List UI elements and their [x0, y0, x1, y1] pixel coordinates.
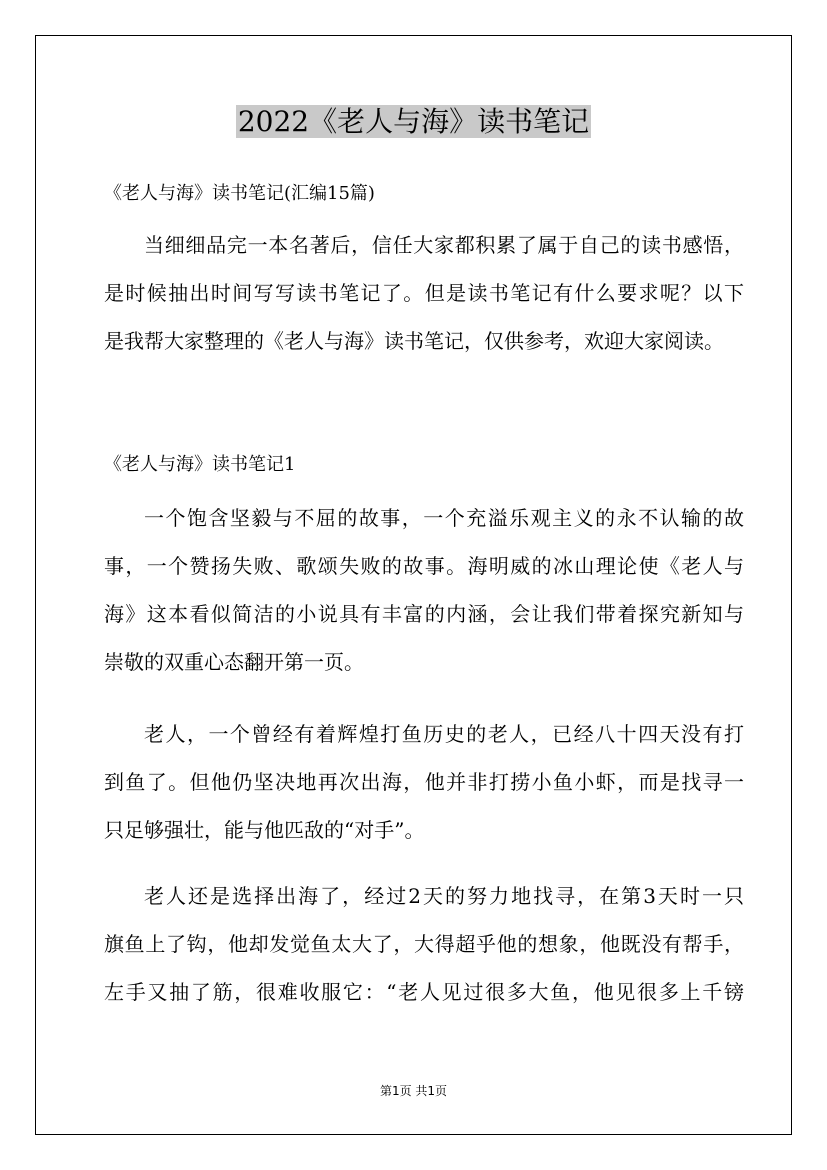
paragraph-line: 海》这本看似简洁的小说具有丰富的内涵，会让我们带着探究新知与	[104, 602, 744, 626]
paragraph-line: 只足够强壮，能与他匹敌的“对手”。	[104, 818, 425, 842]
paragraph-line: 旗鱼上了钩，他却发觉鱼太大了，大得超乎他的想象，他既没有帮手，	[104, 932, 744, 956]
document-title	[0, 103, 827, 141]
paragraph-1	[104, 494, 744, 686]
intro-line: 是时候抽出时间写写读书笔记了。但是读书笔记有什么要求呢？以下	[104, 281, 744, 305]
intro-paragraph	[104, 221, 744, 365]
document-title-text: 2022《老人与海》读书笔记	[237, 105, 590, 138]
intro-line: 是我帮大家整理的《老人与海》读书笔记，仅供参考，欢迎大家阅读。	[104, 329, 724, 353]
paragraph-line: 到鱼了。但他仍坚决地再次出海，他并非打捞小鱼小虾，而是找寻一	[104, 770, 744, 794]
paragraph-line: 老人，一个曾经有着辉煌打鱼历史的老人，已经八十四天没有打	[144, 722, 744, 746]
paragraph-line: 左手又抽了筋，很难收服它：“老人见过很多大鱼，他见很多上千镑	[104, 980, 744, 1004]
document-subtitle: 《老人与海》读书笔记(汇编15篇)	[104, 183, 375, 204]
paragraph-line: 老人还是选择出海了，经过2天的努力地找寻，在第3天时一只	[144, 884, 744, 908]
paragraph-line: 崇敬的双重心态翻开第一页。	[104, 650, 364, 674]
paragraph-line: 事，一个赞扬失败、歌颂失败的故事。海明威的冰山理论使《老人与	[104, 554, 744, 578]
intro-line: 当细细品完一本名著后，信任大家都积累了属于自己的读书感悟，	[144, 233, 744, 257]
paragraph-2	[104, 710, 744, 854]
section-heading: 《老人与海》读书笔记1	[104, 454, 296, 475]
paragraph-3	[104, 872, 744, 1016]
page-footer: 第1页 共1页	[379, 1084, 448, 1098]
paragraph-line: 一个饱含坚毅与不屈的故事，一个充溢乐观主义的永不认输的故	[144, 506, 744, 530]
